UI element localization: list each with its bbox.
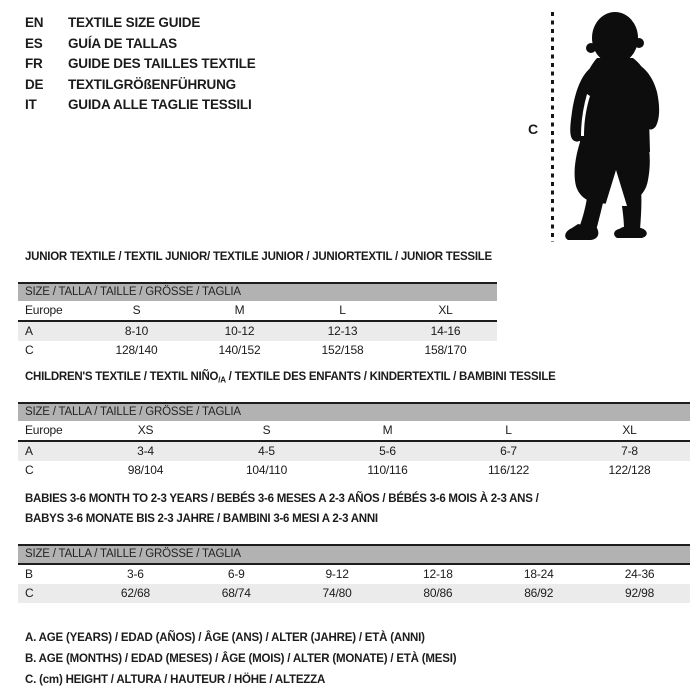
table-row-age bbox=[18, 322, 497, 341]
value-cell: 116/122 bbox=[487, 463, 530, 477]
table-row-height bbox=[18, 341, 497, 360]
value-cell: 86/92 bbox=[524, 586, 554, 600]
row-label: A bbox=[25, 444, 33, 458]
baby-silhouette-icon bbox=[563, 10, 668, 245]
lang-row-it bbox=[25, 95, 256, 116]
row-label: C bbox=[25, 343, 34, 357]
value-cell: 10-12 bbox=[224, 324, 255, 338]
children-size-table bbox=[18, 402, 690, 480]
value-cell: 104/110 bbox=[245, 463, 288, 477]
row-label: Europe bbox=[25, 423, 63, 437]
babies-title-line1: BABIES 3-6 MONTH TO 2-3 YEARS / BEBÉS 3-6 MESES A 2-3 AÑOS / BÉBÉS 3-6 MOIS À 2-3 ANS / bbox=[25, 493, 539, 505]
row-label: B bbox=[25, 567, 33, 581]
row-label: Europe bbox=[25, 303, 63, 317]
babies-table-title bbox=[25, 490, 539, 529]
lang-title: GUIDE DES TAILLES TEXTILE bbox=[68, 56, 256, 72]
value-cell: 3-4 bbox=[137, 444, 154, 458]
size-header-band: SIZE / TALLA / TAILLE / GRÖSSE / TAGLIA bbox=[18, 282, 497, 301]
value-cell: 12-18 bbox=[423, 567, 453, 581]
legend-line-a: A. AGE (YEARS) / EDAD (AÑOS) / ÂGE (ANS) / ALTER (JAHRE) / ETÀ (ANNI) bbox=[25, 632, 425, 644]
lang-row-de bbox=[25, 75, 256, 96]
table-row-europe bbox=[18, 421, 690, 442]
value-cell: 128/140 bbox=[115, 343, 158, 357]
lang-title: TEXTILE SIZE GUIDE bbox=[68, 15, 201, 30]
value-cell: 92/98 bbox=[625, 586, 655, 600]
junior-size-table bbox=[18, 282, 497, 360]
size-cell: L bbox=[339, 303, 346, 317]
children-title-suffix: / TEXTILE DES ENFANTS / KINDERTEXTIL / BAMBINI TESSILE bbox=[225, 371, 556, 383]
lang-title: GUIDA ALLE TAGLIE TESSILI bbox=[68, 97, 252, 113]
row-label: C bbox=[25, 463, 34, 477]
value-cell: 12-13 bbox=[327, 324, 358, 338]
value-cell: 8-10 bbox=[124, 324, 149, 338]
value-cell: 6-7 bbox=[500, 444, 517, 458]
language-title-list bbox=[25, 13, 256, 116]
lang-row-fr bbox=[25, 54, 256, 75]
value-cell: 62/68 bbox=[120, 586, 150, 600]
value-cell: 110/116 bbox=[367, 463, 408, 477]
junior-table-title: JUNIOR TEXTILE / TEXTIL JUNIOR/ TEXTILE JUNIOR / JUNIORTEXTIL / JUNIOR TESSILE bbox=[25, 251, 492, 263]
children-title-prefix: CHILDREN'S TEXTILE / TEXTIL NIÑO bbox=[25, 371, 219, 383]
legend-line-b: B. AGE (MONTHS) / EDAD (MESES) / ÂGE (MOIS) / ALTER (MONATE) / ETÀ (MESI) bbox=[25, 652, 457, 665]
value-cell: 122/128 bbox=[608, 463, 651, 477]
value-cell: 158/170 bbox=[424, 343, 467, 357]
measure-legend bbox=[25, 628, 456, 690]
size-cell: S bbox=[262, 423, 271, 437]
lang-code: FR bbox=[25, 56, 43, 72]
children-table-title bbox=[25, 371, 556, 385]
value-cell: 5-6 bbox=[379, 444, 396, 458]
value-cell: 24-36 bbox=[624, 567, 655, 581]
value-cell: 6-9 bbox=[227, 567, 245, 581]
value-cell: 98/104 bbox=[127, 463, 164, 477]
table-row-age bbox=[18, 442, 690, 461]
lang-code: DE bbox=[25, 76, 44, 92]
row-label: A bbox=[25, 324, 33, 338]
value-cell: 68/74 bbox=[221, 586, 251, 600]
height-measure-label: C bbox=[528, 121, 539, 137]
lang-code: IT bbox=[25, 97, 37, 113]
lang-row-es bbox=[25, 34, 256, 55]
height-measure-dotted-line bbox=[551, 12, 554, 242]
lang-row-en bbox=[25, 13, 256, 34]
size-cell: XL bbox=[622, 423, 637, 437]
children-title-subscript: /A bbox=[218, 375, 226, 385]
value-cell: 14-16 bbox=[430, 324, 461, 338]
babies-title-line2: BABYS 3-6 MONATE BIS 2-3 JAHRE / BAMBINI 3-6 MESI A 2-3 ANNI bbox=[25, 512, 378, 525]
lang-code: ES bbox=[25, 35, 43, 51]
value-cell: 7-8 bbox=[621, 444, 638, 458]
table-row-height bbox=[18, 584, 690, 603]
lang-title: GUÍA DE TALLAS bbox=[68, 35, 177, 51]
table-row-height bbox=[18, 461, 690, 480]
lang-title: TEXTILGRÖßENFÜHRUNG bbox=[68, 76, 236, 92]
size-header-band: SIZE / TALLA / TAILLE / GRÖSSE / TAGLIA bbox=[18, 544, 690, 565]
value-cell: 3-6 bbox=[127, 567, 144, 581]
size-cell: XL bbox=[438, 303, 453, 317]
table-row-age-months bbox=[18, 565, 690, 584]
value-cell: 152/158 bbox=[321, 343, 364, 357]
value-cell: 74/80 bbox=[322, 586, 352, 600]
size-cell: M bbox=[382, 423, 393, 437]
value-cell: 4-5 bbox=[258, 444, 275, 458]
table-row-europe bbox=[18, 301, 497, 322]
size-cell: L bbox=[505, 423, 512, 437]
size-header-band: SIZE / TALLA / TAILLE / GRÖSSE / TAGLIA bbox=[18, 402, 690, 421]
row-label: C bbox=[25, 586, 34, 600]
value-cell: 18-24 bbox=[523, 567, 554, 581]
babies-size-table bbox=[18, 544, 690, 603]
legend-line-c: C. (cm) HEIGHT / ALTURA / HAUTEUR / HÖHE / ALTEZZA bbox=[25, 673, 326, 686]
size-cell: S bbox=[132, 303, 141, 317]
size-cell: M bbox=[234, 303, 245, 317]
value-cell: 80/86 bbox=[423, 586, 453, 600]
value-cell: 9-12 bbox=[325, 567, 349, 581]
lang-code: EN bbox=[25, 15, 44, 30]
size-cell: XS bbox=[137, 423, 154, 437]
value-cell: 140/152 bbox=[218, 343, 261, 357]
